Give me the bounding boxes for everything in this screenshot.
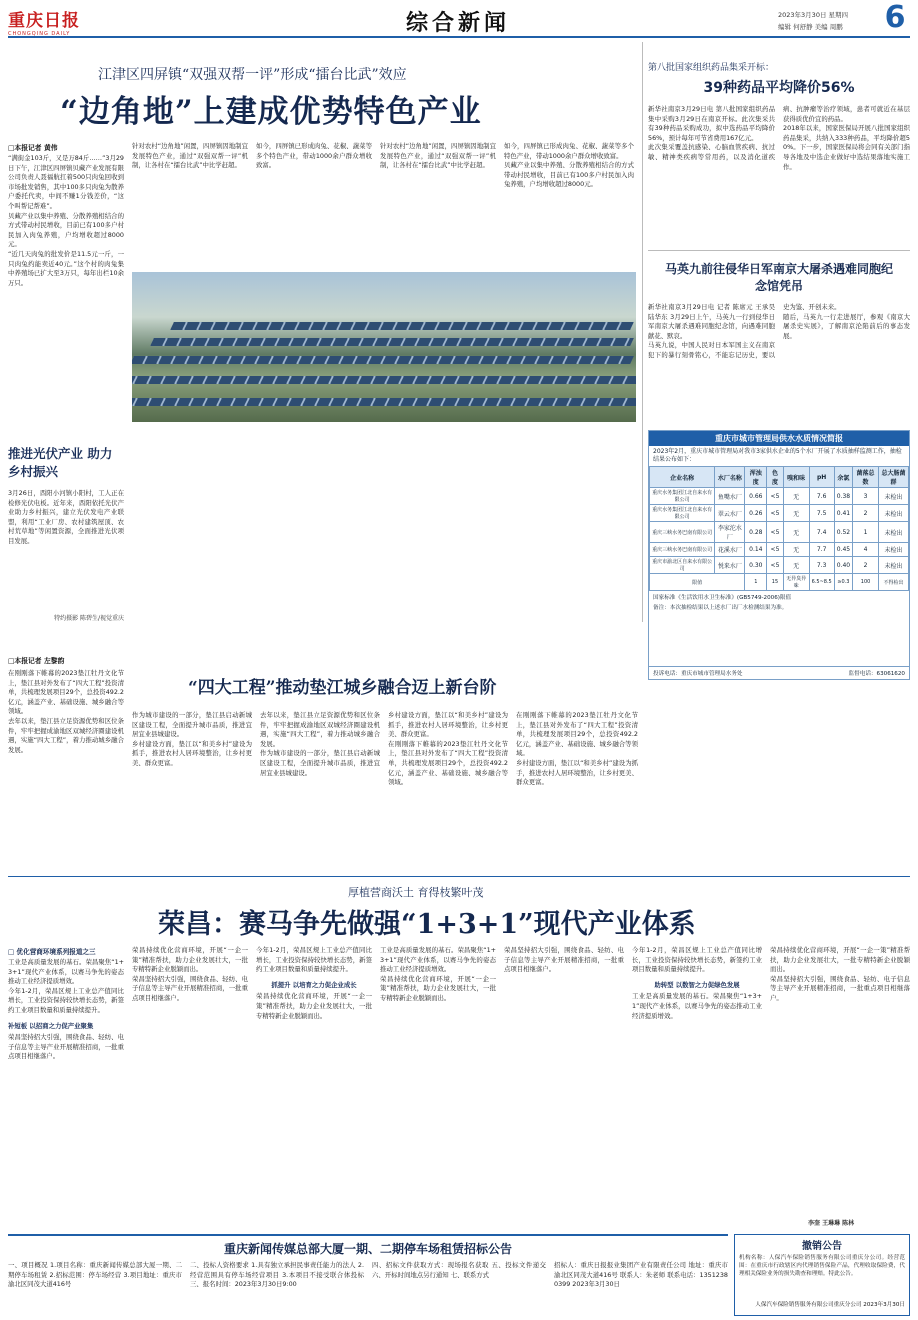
table-row [650, 543, 909, 557]
water-banner: 重庆市城市管理局供水水质情况简报 [649, 431, 909, 446]
col-header: 色度 [767, 467, 783, 488]
dianjiang-col-4 [388, 711, 508, 869]
rongchang-col-6 [632, 946, 762, 1230]
table-cell: <5 [767, 488, 783, 505]
table-row [650, 557, 909, 574]
rongchang-para-0: 工业是高质量发展的基石。荣昌聚焦“1+3+1”现代产业体系，以赛马争先的姿态推动工业经济提质增效。 [8, 958, 124, 986]
top-col-4 [380, 142, 496, 262]
tender-notice [8, 1234, 728, 1316]
dianjiang-para-1: 去年以来，垫江县立足资源优势和区位条件，牢牢把握成渝地区双城经济圈建设机遇，实施“四大工程”，着力推动城乡融合发展。 [8, 716, 124, 754]
rongchang-para-2: 荣昌坚持招大引强，围绕食品、轻纺、电子信息等主导产业开展精准招商，一批重点项目相继落户。 [8, 1033, 124, 1061]
rongchang-credit: 李奎 王琳琳 陈林 [808, 1220, 855, 1227]
water-table-header [650, 467, 909, 488]
top-para-1: 贝藏产业以集中养殖、分散养殖相结合的方式带动村民增收，目前已有100多户村民加入肉兔养殖，户均增收超过8000元。 [8, 211, 124, 249]
table-cell: 0.26 [745, 505, 767, 522]
dianjiang-para-2: 作为城市建设的一部分，垫江县启动新城区建设工程，全面提升城市品质，推进宜居宜业县城建设。 [132, 711, 252, 739]
rongchang-byline: □ 优化营商环境系列报道之三 [8, 948, 96, 956]
photo-credit: 特约摄影 陈碧生/视觉重庆 [54, 615, 124, 622]
rongchang-para-3c: 荣昌持续优化营商环境，开展“一企一策”精准帮扶，助力企业发展壮大，一批专精特新企业脱颖而出。 [380, 974, 496, 1002]
pharma-para-0: 新华社南京3月29日电 第八批国家组织药品集中采购3月29日在南京开标。此次集采共有39种药品采购成功，拟中选药品平均降价56%，预计每年可节省费用167亿元。 [648, 105, 775, 142]
dianjiang-para-0b: 在刚刚落下帷幕的2023垫江牡丹文化节上，垫江县对外发布了“四大工程”投资清单，共梳理发展项目29个，总投资492.2亿元，涵盖产业、基础设施、城乡融合等领域。 [388, 739, 508, 787]
water-standard [649, 591, 909, 603]
table-cell: 7.7 [809, 543, 834, 557]
water-footer [649, 666, 909, 679]
dianjiang-byline: □本报记者 左黎韵 [8, 657, 65, 665]
top-para-4b: 如今，四屏镇已形成肉兔、花椒、蔬菜等多个特色产业，带动1000余户群众增收致富。 [504, 142, 634, 160]
table-cell: <5 [767, 557, 783, 574]
table-cell: 7.4 [809, 522, 834, 543]
dianjiang-para-0c: 在刚刚落下帷幕的2023垫江牡丹文化节上，垫江县对外发布了“四大工程”投资清单，共梳理发展项目29个，总投资492.2亿元，涵盖产业、基础设施、城乡融合等领域。 [516, 711, 638, 758]
ma-story [648, 250, 910, 426]
newspaper-logo [8, 6, 98, 36]
table-cell: 重庆水务集团江北自来水有限公司 [650, 505, 715, 522]
table-cell: 100 [853, 574, 879, 591]
water-footer-text: 投诉电话：重庆市城市管理局水务处 [653, 671, 743, 677]
table-cell: 未检出 [879, 557, 909, 574]
tender-col-4: 招标人：重庆日报报业集团产业有限责任公司 地址：重庆市渝北区同茂大道416号 联系人：朱老师 联系电话：13512380399 2023年3月30日 [554, 1261, 728, 1289]
dianjiang-para-1b: 去年以来，垫江县立足资源优势和区位条件，牢牢把握成渝地区双城经济圈建设机遇，实施“四大工程”，着力推动城乡融合发展。 [260, 711, 380, 748]
tender-columns [8, 1261, 728, 1313]
tender-col-1: 一、项目概况 1.项目名称：重庆新闻传媒总部大厦一期、二期停车场租赁 2.招标范围：停车场经营 3.项目地址：重庆市渝北区同茂大道416号 [8, 1261, 182, 1289]
table-cell: 0.38 [834, 488, 852, 505]
table-cell: 0.41 [834, 505, 852, 522]
table-cell: 李家沱水厂 [715, 522, 745, 543]
table-cell: 2 [853, 505, 879, 522]
rongchang-story [8, 880, 910, 1230]
standard-row [650, 574, 909, 591]
table-cell: <5 [767, 543, 783, 557]
rongchang-para-1: 今年1-2月，荣昌区规上工业总产值同比增长，工业投资保持较快增长态势，新签约工业项目数量和质量持续提升。 [8, 986, 124, 1014]
col-header: 企业名称 [650, 467, 715, 488]
rongchang-col-2 [132, 946, 248, 1230]
water-quality-notice [648, 430, 910, 680]
ma-para-1: 马英九说，中国人民对日本军国主义在南京犯下的暴行刻骨铭心，不能忘记历史，要以史为鉴、开创未来。 [648, 303, 841, 359]
rongchang-col-7 [770, 946, 910, 1218]
table-cell: 花溪水厂 [715, 543, 745, 557]
cancel-title: 撤销公告 [802, 1241, 842, 1252]
table-cell: 0.45 [834, 543, 852, 557]
rongchang-para-1b: 今年1-2月，荣昌区规上工业总产值同比增长，工业投资保持较快增长态势，新签约工业项目数量和质量持续提升。 [256, 946, 372, 974]
col-header: pH [809, 467, 834, 488]
table-cell: 0.30 [745, 557, 767, 574]
section-divider [8, 876, 910, 877]
pharma-kicker: 第八批国家组织药品集采开标： [648, 63, 775, 73]
water-table [649, 466, 909, 591]
table-cell: 翠云水厂 [715, 505, 745, 522]
page-number: 6 [884, 0, 906, 35]
water-note: 备注：本次抽检结果以上述水厂出厂水检测结果为准。 [653, 605, 788, 611]
ma-headline: 马英九前往侵华日军南京大屠杀遇难同胞纪念馆凭吊 [664, 262, 893, 293]
col-header: 嗅和味 [783, 467, 809, 488]
top-headline: “边角地”上建成优势特色产业 [60, 94, 482, 130]
cancel-signoff: 人保汽车保险销售服务有限公司重庆分公司 2023年3月30日 [755, 1302, 905, 1308]
table-cell: 未检出 [879, 488, 909, 505]
water-standard-label: 国家标准《生活饮用水卫生标准》(GB5749-2006)限值 [653, 595, 792, 601]
dianjiang-col-1 [8, 669, 124, 869]
table-cell: 2 [853, 557, 879, 574]
dianjiang-para-3c: 乡村建设方面，垫江以“和美乡村”建设为抓手，推进农村人居环境整治，让乡村更美、群众更富。 [516, 758, 638, 787]
table-cell: ≥0.3 [834, 574, 852, 591]
top-para-2: “近几天肉兔的批发价是11.5元一斤，一只肉兔约能卖近40元。”这个村的肉兔集中养殖场已扩大至3万只，每年出栏10余万只。 [8, 249, 124, 287]
table-cell: 悦来水厂 [715, 557, 745, 574]
table-cell: 6.5~8.5 [809, 574, 834, 591]
pharma-para-2: 2018年以来，国家医保局开展八批国家组织药品集采，共纳入333种药品，平均降价超50%。下一步，国家医保局将会同有关部门指导各地及中选企业做好中选结果落地实施工作。 [783, 124, 910, 171]
rongchang-headline: 荣昌：赛马争先做强“1+3+1”现代产业体系 [158, 909, 696, 940]
editors: 编辑 何舒静 美编 周鹏 [778, 23, 843, 31]
table-cell: 7.3 [809, 557, 834, 574]
col-header: 总大肠菌群 [879, 467, 909, 488]
table-cell: 7.6 [809, 488, 834, 505]
table-cell: 无 [783, 557, 809, 574]
table-cell: 无 [783, 522, 809, 543]
table-cell: 重庆水务集团江北自来水有限公司 [650, 488, 715, 505]
rongchang-para-0c: 工业是高质量发展的基石。荣昌聚焦“1+3+1”现代产业体系，以赛马争先的姿态推动工业经济提质增效。 [632, 992, 762, 1020]
table-cell: 鱼嘴水厂 [715, 488, 745, 505]
top-para-4: 如今，四屏镇已形成肉兔、花椒、蔬菜等多个特色产业，带动1000余户群众增收致富。 [256, 142, 372, 170]
table-cell: 0.66 [745, 488, 767, 505]
rongchang-kicker: 厚植营商沃土 育得枝繁叶茂 [348, 886, 484, 899]
rongchang-subhead-2: 抓提升 以培育之力促企业成长 [271, 980, 357, 989]
table-cell: 不得检出 [879, 574, 909, 591]
dianjiang-col-3 [260, 711, 380, 869]
tender-title: 重庆新闻传媒总部大厦一期、二期停车场租赁招标公告 [223, 1242, 512, 1256]
masthead [8, 0, 910, 38]
table-cell: 重庆三峡水务巴南有限公司 [650, 543, 715, 557]
cancel-body: 机构名称：人保汽车保险销售服务有限公司重庆分公司。经营范围：在重庆市行政辖区内代理销售保险产品，代理收取保险费，代理相关保险业务的损失勘查和理赔。特此公告。 [739, 1255, 905, 1277]
dianjiang-col-5 [516, 711, 638, 869]
table-row [650, 522, 909, 543]
table-cell: 重庆市渝北区自来水有限公司 [650, 557, 715, 574]
table-cell: 7.5 [809, 505, 834, 522]
rongchang-para-3d: 荣昌持续优化营商环境，开展“一企一策”精准帮扶，助力企业发展壮大，一批专精特新企业脱颖而出。 [770, 946, 910, 974]
top-col-3 [256, 142, 372, 262]
table-cell: <5 [767, 505, 783, 522]
top-para-1b: 贝藏产业以集中养殖、分散养殖相结合的方式带动村民增收，目前已有100多户村民加入肉兔养殖，户均增收超过8000元。 [504, 161, 634, 189]
col-header: 浑浊度 [745, 467, 767, 488]
rongchang-para-2b: 荣昌坚持招大引强，围绕食品、轻纺、电子信息等主导产业开展精准招商，一批重点项目相继落户。 [132, 974, 248, 1002]
table-cell: 未检出 [879, 505, 909, 522]
dianjiang-col-2 [132, 711, 252, 869]
table-row [650, 488, 909, 505]
photo-caption: 3月26日，酉阳小河镇小阳村，工人正在检修光伏电板。近年来，酉阳依托光伏产业助力乡村振兴，建立光伏发电产业联盟，利用“工业厂房、农村建筑屋顶、农村荒草地”等闲置资源，全面推进光伏项目发展。 [8, 489, 124, 545]
top-col-2 [132, 142, 248, 262]
table-cell: 4 [853, 543, 879, 557]
solar-photo [132, 272, 636, 422]
ma-para-0: 新华社南京3月29日电 记者 陈席元 王承昊 陆华东 3月29日上午，马英九一行到侵华日军南京大屠杀遇难同胞纪念馆，向遇难同胞献花、默哀。 [648, 303, 775, 340]
table-row [650, 505, 909, 522]
rongchang-subhead-3: 助转型 以数智之力促绿色发展 [654, 980, 740, 989]
top-col-1 [8, 154, 124, 424]
dianjiang-para-3: 乡村建设方面，垫江以“和美乡村”建设为抓手，推进农村人居环境整治，让乡村更美、群众更富。 [132, 739, 252, 767]
top-para-3: 针对农村“边角地”闲置，四屏镇因地制宜发展特色产业，通过“双强双帮一评”机制，让各村在“擂台比武”中比学赶超。 [132, 142, 248, 170]
rongchang-para-0b: 工业是高质量发展的基石。荣昌聚焦“1+3+1”现代产业体系，以赛马争先的姿态推动工业经济提质增效。 [380, 946, 496, 974]
rongchang-col-5 [504, 946, 624, 1230]
photo-headline: 推进光伏产业 助力乡村振兴 [8, 446, 113, 479]
rongchang-col-1 [8, 958, 124, 1230]
rongchang-para-3b: 荣昌持续优化营商环境，开展“一企一策”精准帮扶，助力企业发展壮大，一批专精特新企业脱颖而出。 [256, 992, 372, 1020]
dianjiang-para-2b: 作为城市建设的一部分，垫江县启动新城区建设工程，全面提升城市品质，推进宜居宜业县城建设。 [260, 749, 380, 777]
rongchang-col-4 [380, 946, 496, 1230]
table-cell: 0.52 [834, 522, 852, 543]
table-cell: 重庆三峡水务巴南有限公司 [650, 522, 715, 543]
table-cell: 无 [783, 488, 809, 505]
table-cell: 1 [745, 574, 767, 591]
col-header: 菌落总数 [853, 467, 879, 488]
cancel-notice [734, 1234, 910, 1316]
table-cell: 1 [853, 522, 879, 543]
table-cell: <5 [767, 522, 783, 543]
top-kicker: 江津区四屏镇“双强双帮一评”形成“擂台比武”效应 [98, 67, 407, 83]
table-cell: 0.40 [834, 557, 852, 574]
pharma-headline: 39种药品平均降价56% [703, 80, 855, 96]
pharma-body [648, 105, 910, 240]
table-cell: 0.14 [745, 543, 767, 557]
table-cell: 无 [783, 543, 809, 557]
top-byline: □本报记者 黄伟 [8, 144, 58, 152]
table-cell: 未检出 [879, 543, 909, 557]
dianjiang-para-0: 在刚刚落下帷幕的2023垫江牡丹文化节上，垫江县对外发布了“四大工程”投资清单，共梳理发展项目29个，总投资492.2亿元，涵盖产业、基础设施、城乡融合等领域。 [8, 669, 124, 716]
rongchang-para-1c: 今年1-2月，荣昌区规上工业总产值同比增长，工业投资保持较快增长态势，新签约工业项目数量和质量持续提升。 [632, 946, 762, 974]
table-cell: 3 [853, 488, 879, 505]
table-cell: 限值 [650, 574, 745, 591]
photo-story [8, 445, 124, 650]
section-title: 综合新闻 [406, 10, 511, 36]
rongchang-para-2c: 荣昌坚持招大引强，围绕食品、轻纺、电子信息等主导产业开展精准招商，一批重点项目相继落户。 [504, 946, 624, 974]
water-phone: 监督电话：63061620 [848, 671, 905, 677]
top-para-0: “满街金103斤，又是万84斤……”3月29日下午，江津区四屏镇贝藏产业发展有限公司负责人聂福航扛着500只肉兔回收到市场批发销售，其中100多只肉兔为散养户委托代卖，中间不赚1分钱差价，“这个叫帮记帮难”。 [8, 154, 124, 210]
rongchang-para-2d: 荣昌坚持招大引强，围绕食品、轻纺、电子信息等主导产业开展精准招商，一批重点项目相继落户。 [770, 974, 910, 1002]
issue-date: 2023年3月30日 星期四 [778, 11, 849, 19]
water-title: 2023年2月，重庆市城市管理局对我市3家供水企业的5个水厂开展了水质抽样监测工作，抽检结果公布如下： [653, 448, 902, 463]
rongchang-para-3: 荣昌持续优化营商环境，开展“一企一策”精准帮扶，助力企业发展壮大，一批专精特新企业脱颖而出。 [132, 946, 248, 974]
table-cell: 无异臭异味 [783, 574, 809, 591]
pharma-para-1: 此次集采覆盖抗感染、心脑血管疾病、抗过敏、精神类疾病等常用药，以及消化道疾病、抗肿瘤等治疗领域，患者可就近在基层获得质优价宜的药品。 [648, 105, 910, 161]
logo-text: 重庆日报 [8, 11, 80, 31]
table-cell: 未检出 [879, 522, 909, 543]
ma-para-2: 随后，马英九一行走进展厅，参观《南京大屠杀史实展》，了解南京沦陷前后的事态发展。 [783, 312, 910, 340]
dianjiang-story [8, 655, 638, 870]
pharma-story [648, 60, 910, 240]
top-story [8, 42, 638, 430]
table-cell: 0.28 [745, 522, 767, 543]
col-header: 余氯 [834, 467, 852, 488]
rongchang-col-3 [256, 946, 372, 1230]
rongchang-subhead-1: 补短板 以招商之力促产业聚集 [8, 1021, 94, 1030]
dianjiang-headline: “四大工程”推动垫江城乡融合迈上新台阶 [188, 678, 497, 698]
ma-body [648, 303, 910, 423]
dianjiang-para-3b: 乡村建设方面，垫江以“和美乡村”建设为抓手，推进农村人居环境整治，让乡村更美、群众更富。 [388, 711, 508, 739]
top-para-3b: 针对农村“边角地”闲置，四屏镇因地制宜发展特色产业，通过“双强双帮一评”机制，让各村在“擂台比武”中比学赶超。 [380, 142, 496, 170]
table-cell: 15 [767, 574, 783, 591]
tender-col-3: 四、招标文件获取方式：现场报名获取 五、投标文件递交 六、开标时间地点另行通知 七、联系方式 [372, 1261, 546, 1279]
col-header: 水厂名称 [715, 467, 745, 488]
table-cell: 无 [783, 505, 809, 522]
logo-sub: CHONGQING DAILY [8, 31, 71, 37]
tender-col-2: 二、投标人资格要求 1.具有独立承担民事责任能力的法人 2.经营范围具有停车场经营项目 3.本项目不接受联合体投标 三、报名时间：2023年3月30日9:00 [190, 1261, 364, 1289]
